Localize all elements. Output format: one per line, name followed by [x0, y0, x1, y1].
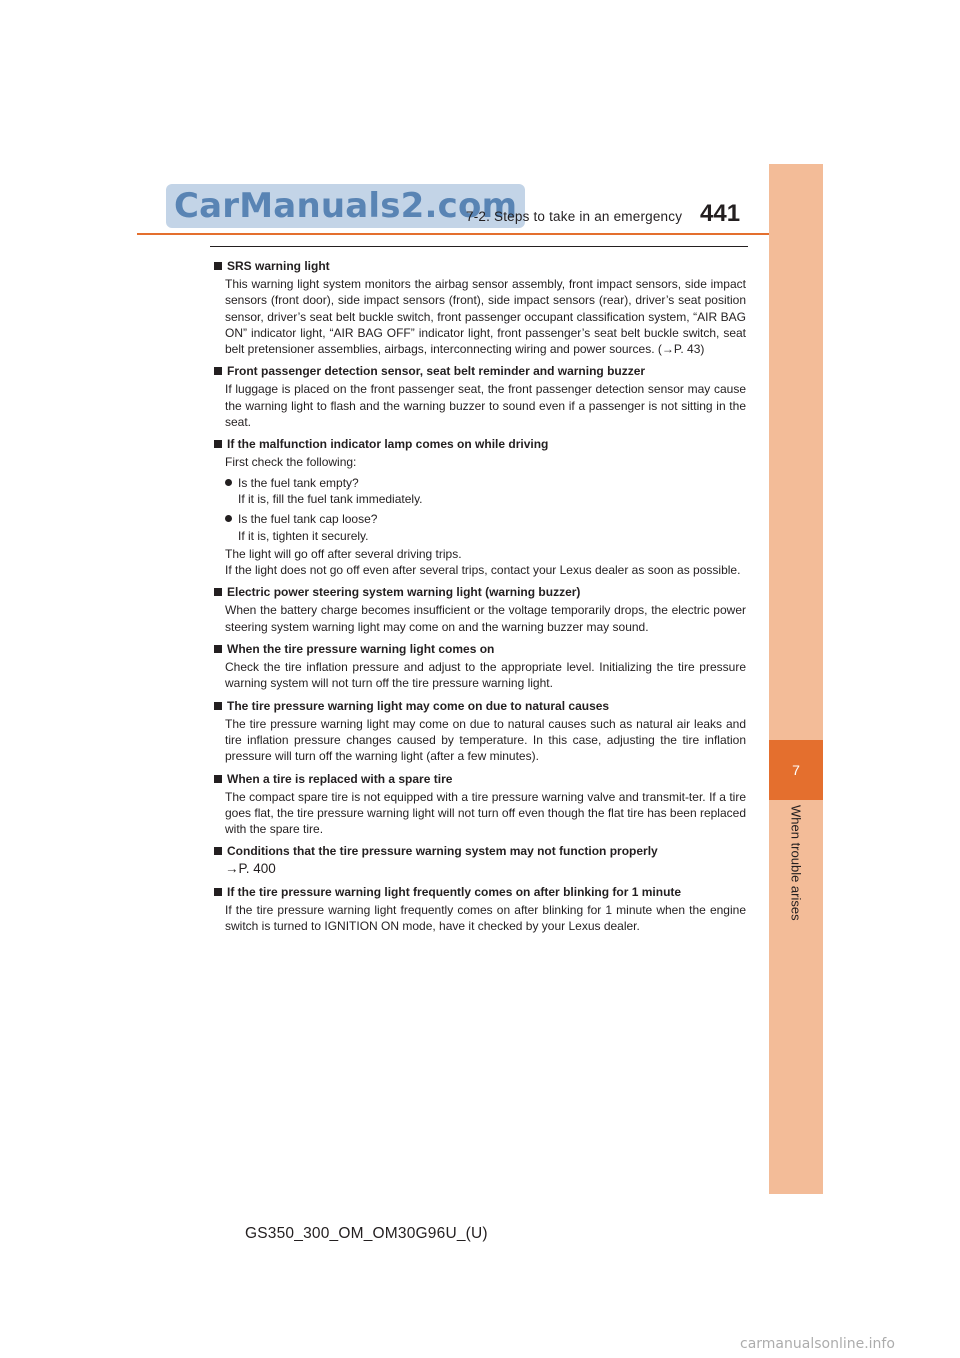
section-power-steering [212, 584, 746, 635]
section-heading-text: When the tire pressure warning light comes on [227, 642, 495, 657]
header-section-title: 7-2. Steps to take in an emergency [466, 209, 683, 224]
section-heading-text: When a tire is replaced with a spare tire [227, 771, 453, 786]
section-heading [212, 584, 746, 600]
watermark-footer: carmanualsonline.info [740, 1336, 895, 1352]
section-paragraph: If the tire pressure warning light frequently comes on after blinking for 1 minute when the engine switch is turned to IGNITION ON mode, have it checked by your Lexus dealer. [225, 902, 746, 934]
page-reference: →P. 400 [225, 861, 276, 877]
bullet-question: Is the fuel tank cap loose? [238, 512, 378, 527]
square-bullet-icon [214, 888, 222, 896]
content-rule [210, 246, 748, 247]
header-rule [137, 233, 823, 235]
square-bullet-icon [214, 645, 222, 653]
section-paragraph: When the battery charge becomes insufficient or the voltage temporarily drops, the electric power steering system warning light may come on and the warning buzzer may sound. [225, 603, 746, 634]
section-heading [212, 884, 746, 900]
section-heading [212, 258, 746, 274]
square-bullet-icon [214, 702, 222, 710]
section-natural-causes [212, 698, 746, 765]
section-intro: First check the following: [225, 455, 357, 470]
section-heading-text: Conditions that the tire pressure warning system may not function properly [227, 844, 658, 859]
section-frequent-blinking [212, 884, 746, 935]
list-item [225, 475, 746, 508]
section-system-conditions [212, 843, 746, 877]
square-bullet-icon [214, 262, 222, 270]
section-heading-text: The tire pressure warning light may come on due to natural causes [227, 698, 610, 713]
square-bullet-icon [214, 847, 222, 855]
section-paragraph: The tire pressure warning light may come on due to natural causes such as natural air leaks and tire inflation pressure changes caused by temperature. In this case, adjusting the tire inflation pressure will turn off the warning light (after a few minutes). [225, 716, 746, 764]
round-bullet-icon [225, 515, 232, 522]
section-paragraph: Check the tire inflation pressure and adjust to the appropriate level. Initializing the tire pressure warning system will not turn off the tire pressure warning light. [225, 660, 746, 691]
square-bullet-icon [214, 775, 222, 783]
watermark-logo: CarManuals2.com [166, 184, 525, 228]
section-heading-text: SRS warning light [227, 259, 330, 273]
section-heading [212, 698, 746, 714]
bullet-answer: If it is, tighten it securely. [238, 528, 369, 543]
bullet-question: Is the fuel tank empty? [238, 475, 359, 490]
list-item [225, 511, 746, 544]
section-heading-text: If the malfunction indicator lamp comes on while driving [227, 437, 549, 452]
section-paragraph: If luggage is placed on the front passenger seat, the front passenger detection sensor may cause the warning light to flash and the warning buzzer to sound even if a passenger is not sitting in the seat. [225, 382, 746, 430]
section-heading-text: If the tire pressure warning light frequently comes on after blinking for 1 minute [227, 884, 682, 899]
section-tire-pressure-light [212, 641, 746, 692]
section-heading [212, 771, 746, 787]
section-passenger-detection [212, 363, 746, 430]
square-bullet-icon [214, 367, 222, 375]
section-outro: If the light does not go off even after several trips, contact your Lexus dealer as soon as possible. [225, 563, 741, 578]
section-heading-text: Front passenger detection sensor, seat belt reminder and warning buzzer [227, 364, 646, 379]
section-heading [212, 436, 746, 452]
chapter-sidebar [769, 164, 823, 1194]
square-bullet-icon [214, 440, 222, 448]
page-number: 441 [700, 200, 741, 227]
section-malfunction-indicator [212, 436, 746, 578]
bullet-answer: If it is, fill the fuel tank immediately. [238, 491, 423, 506]
section-heading [212, 641, 746, 657]
section-spare-tire [212, 771, 746, 838]
section-srs-warning-light [212, 258, 746, 357]
chapter-number-tab: 7 [769, 740, 823, 800]
page-content [212, 258, 746, 940]
section-heading-text: Electric power steering system warning light (warning buzzer) [227, 585, 581, 600]
chapter-title: When trouble arises [788, 805, 804, 921]
section-heading [212, 363, 746, 379]
section-paragraph: The compact spare tire is not equipped with a tire pressure warning valve and transmit-ter. If a tire goes flat, the tire pressure warning light will not turn off even though the flat tire has been replaced with the spare tire. [225, 789, 746, 837]
round-bullet-icon [225, 479, 232, 486]
section-outro: The light will go off after several driving trips. [225, 546, 462, 561]
section-paragraph: This warning light system monitors the airbag sensor assembly, front impact sensors, side impact sensors (front door), side impact sensors (front), side impact sensors (rear), driver’s seat position sensor, driver’s seat belt buckle switch, front passenger occupant classification system, “AIR BAG ON” indicator light, “AIR BAG OFF” indicator light, front passenger’s seat belt buckle switch, seat belt pretensioner assemblies, airbags, interconnecting wiring and power sources. (→P. 43) [225, 277, 746, 357]
square-bullet-icon [214, 588, 222, 596]
document-code-footer: GS350_300_OM_OM30G96U_(U) [245, 1225, 488, 1242]
section-heading [212, 843, 746, 859]
